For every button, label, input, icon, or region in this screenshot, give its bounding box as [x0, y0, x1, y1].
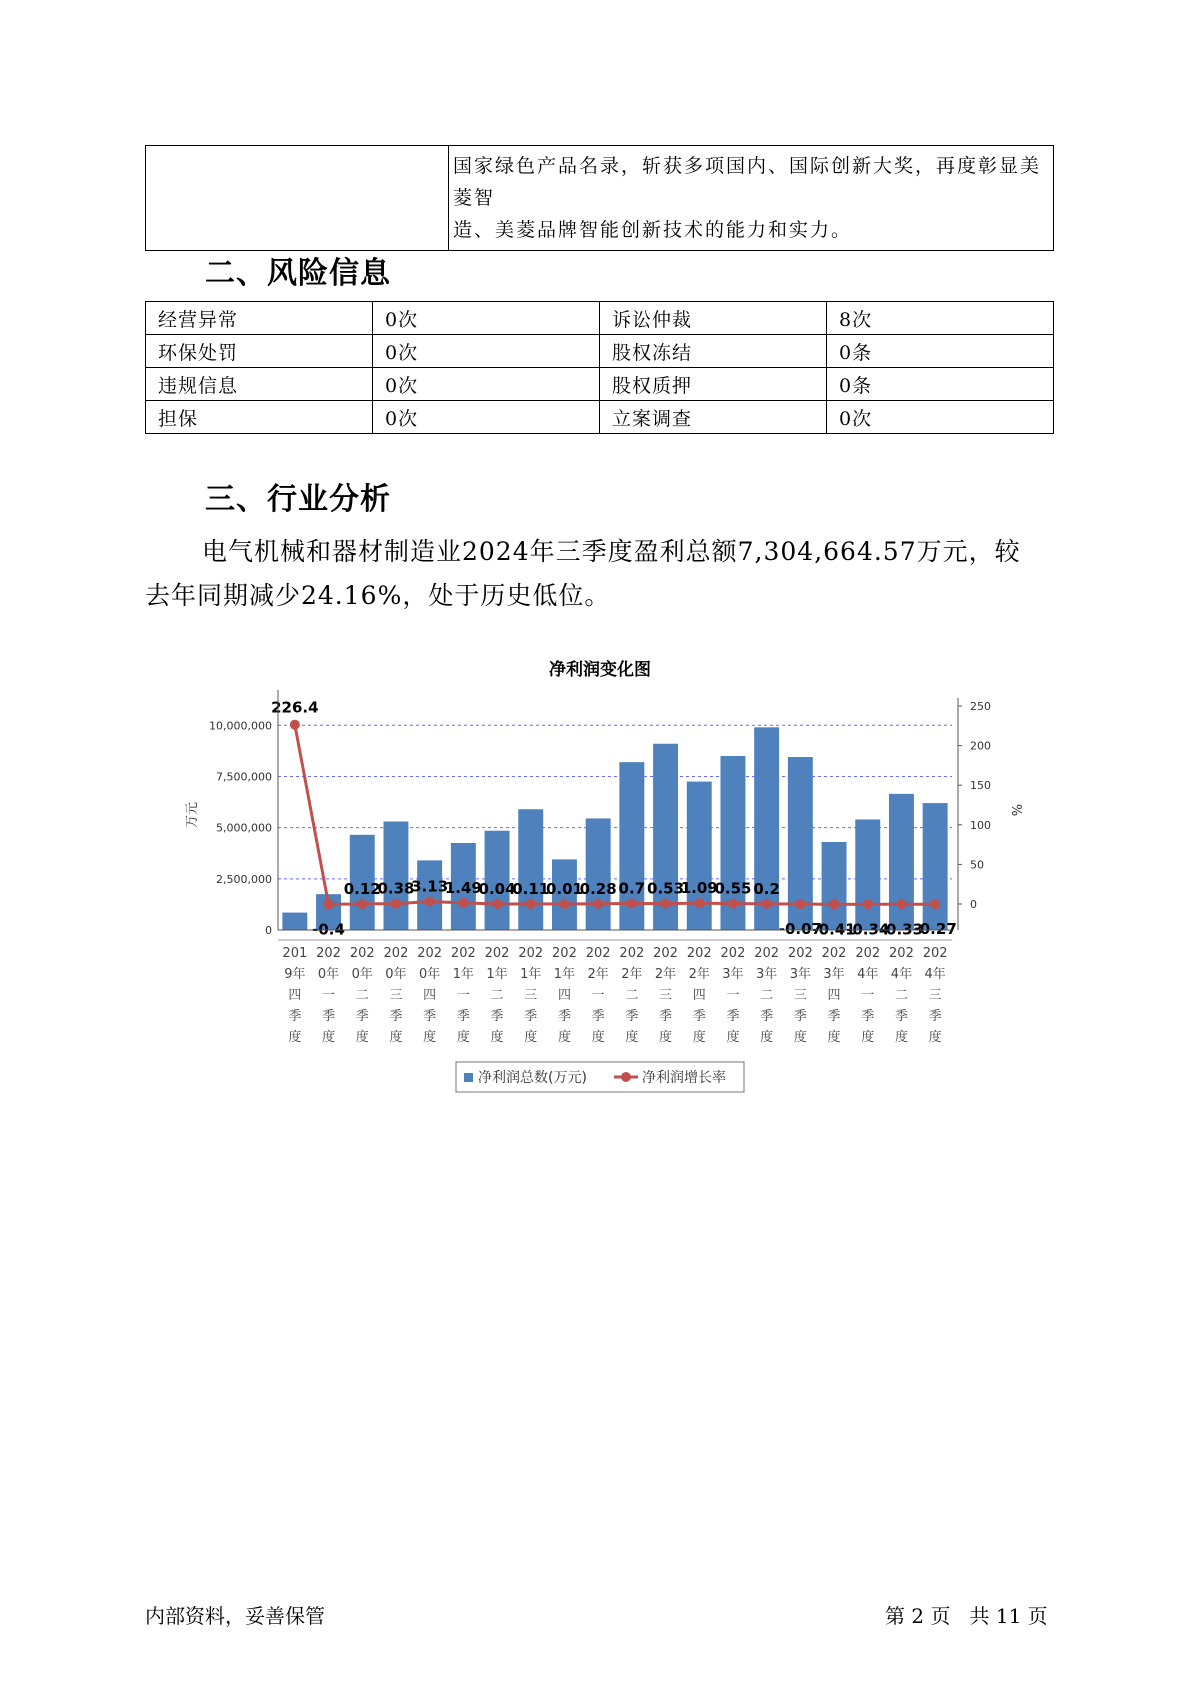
risk-value: 0次 [827, 401, 1054, 434]
growth-label: -0.07 [778, 920, 822, 939]
chart-legend [456, 1062, 744, 1092]
growth-label: -0.33 [879, 920, 924, 939]
risk-label: 经营异常 [146, 302, 373, 335]
growth-point [762, 899, 772, 909]
growth-label: 0.38 [377, 879, 415, 898]
section3-heading: 三、行业分析 [205, 482, 391, 517]
y2-tick-label: 200 [970, 739, 991, 753]
growth-point [290, 720, 300, 730]
y-tick-label: 5,000,000 [216, 821, 272, 835]
footer-left: 内部资料，妥善保管 [145, 1604, 325, 1628]
growth-point [795, 899, 805, 909]
x-tick-label: 202 2年二季度 [619, 946, 645, 1045]
x-tick-label: 202 1年三季度 [518, 946, 544, 1045]
growth-label: -0.4 [312, 920, 345, 939]
growth-label: 0.2 [753, 879, 780, 898]
x-tick-label: 202 4年二季度 [889, 946, 914, 1045]
x-tick-label: 202 1年四季度 [552, 946, 577, 1045]
risk-value: 0次 [373, 302, 600, 335]
growth-point [559, 899, 569, 909]
growth-label: 0.11 [512, 879, 550, 898]
growth-label: 0.7 [618, 879, 646, 898]
y2-tick-label: 100 [970, 818, 991, 832]
bar [282, 913, 307, 930]
risk-value: 0条 [827, 368, 1054, 401]
top-table-line-1: 国家绿色产品名录，斩获多项国内、国际创新大奖，再度彰显美菱智 [453, 155, 1042, 209]
growth-label: 3.13 [411, 877, 449, 896]
x-tick-label: 202 0年三季度 [383, 946, 409, 1045]
growth-point [526, 899, 536, 909]
growth-point [863, 899, 873, 909]
growth-point [896, 899, 906, 909]
risk-value: 8次 [827, 302, 1054, 335]
growth-point [357, 899, 367, 909]
risk-value: 0次 [373, 368, 600, 401]
growth-point [661, 899, 671, 909]
x-tick-label: 202 2年一季度 [585, 946, 611, 1045]
legend-line-marker [621, 1072, 631, 1082]
bar [923, 803, 948, 930]
growth-point [593, 899, 603, 909]
y2-tick-label: 150 [970, 779, 991, 793]
y-tick-label: 10,000,000 [209, 719, 272, 733]
legend-bar-swatch [464, 1073, 473, 1082]
bar [518, 809, 543, 930]
risk-label: 担保 [146, 401, 373, 434]
risk-label: 违规信息 [146, 368, 373, 401]
growth-label: -0.27 [913, 920, 957, 939]
x-tick-label: 202 0年四季度 [417, 946, 443, 1045]
legend-line-label: 净利润增长率 [642, 1070, 726, 1086]
growth-point [458, 898, 468, 908]
x-tick-label: 202 0年二季度 [349, 946, 375, 1045]
growth-point [425, 897, 435, 907]
risk-value: 0次 [373, 335, 600, 368]
y2-tick-label: 250 [970, 700, 991, 713]
growth-label: 0.55 [714, 879, 752, 898]
growth-point [492, 899, 502, 909]
risk-label: 股权质押 [600, 368, 827, 401]
y-tick-label: 0 [265, 924, 272, 937]
risk-label: 立案调查 [600, 401, 827, 434]
x-tick-label: 202 1年一季度 [450, 946, 476, 1045]
y-axis-title: 万元 [185, 801, 200, 829]
top-table-line-2: 造、美菱品牌智能创新技术的能力和实力。 [453, 219, 853, 241]
growth-label: 1.09 [680, 879, 718, 898]
legend-bar-label: 净利润总数(万元) [478, 1070, 587, 1086]
bar [586, 818, 611, 930]
growth-point [324, 899, 334, 909]
growth-label: 226.4 [271, 698, 319, 717]
risk-label: 诉讼仲裁 [600, 302, 827, 335]
x-tick-label: 202 2年三季度 [653, 946, 678, 1045]
bar [855, 819, 880, 930]
bar [822, 842, 847, 930]
growth-point [930, 899, 940, 909]
x-tick-label: 202 3年三季度 [787, 946, 813, 1045]
risk-value: 0次 [373, 401, 600, 434]
x-tick-label: 201 9年四季度 [282, 946, 308, 1045]
growth-label: -0.34 [846, 920, 890, 939]
growth-point [391, 899, 401, 909]
section2-heading: 二、风险信息 [205, 256, 391, 291]
footer-page-number: 第 2 页 共 11 页 [885, 1604, 1048, 1628]
growth-label: 0.53 [647, 879, 685, 898]
growth-point [829, 899, 839, 909]
growth-label: 1.49 [444, 878, 482, 897]
bar [889, 794, 914, 930]
growth-point [694, 898, 704, 908]
growth-point [627, 898, 637, 908]
x-tick-label: 202 1年二季度 [484, 946, 510, 1045]
x-tick-label: 202 4年一季度 [855, 946, 881, 1045]
growth-label: -0.41 [812, 920, 856, 939]
growth-label: 0.01 [545, 879, 583, 898]
growth-label: 0.28 [579, 879, 617, 898]
paragraph-line-1: 电气机械和器材制造业2024年三季度盈利总额7,304,664.57万元，较 [202, 537, 1021, 566]
risk-label: 环保处罚 [146, 335, 373, 368]
paragraph-line-2: 去年同期减少24.16%，处于历史低位。 [145, 581, 611, 610]
x-tick-label: 202 3年二季度 [754, 946, 780, 1045]
risk-label: 股权冻结 [600, 335, 827, 368]
y2-axis-title: % [1008, 803, 1023, 817]
growth-label: 0.12 [343, 879, 381, 898]
risk-value: 0条 [827, 335, 1054, 368]
x-tick-label: 202 3年一季度 [720, 946, 746, 1045]
y2-tick-label: 50 [970, 858, 984, 872]
x-tick-label: 202 4年三季度 [922, 946, 948, 1045]
y-tick-label: 2,500,000 [216, 872, 272, 886]
x-tick-label: 202 0年一季度 [316, 946, 341, 1045]
growth-point [728, 899, 738, 909]
y-tick-label: 7,500,000 [216, 770, 272, 784]
x-tick-label: 202 2年四季度 [686, 946, 712, 1045]
x-tick-label: 202 3年四季度 [821, 946, 847, 1045]
bar [383, 822, 408, 930]
y2-tick-label: 0 [970, 898, 977, 911]
growth-label: 0.04 [478, 879, 516, 898]
chart-title: 净利润变化图 [549, 660, 651, 680]
